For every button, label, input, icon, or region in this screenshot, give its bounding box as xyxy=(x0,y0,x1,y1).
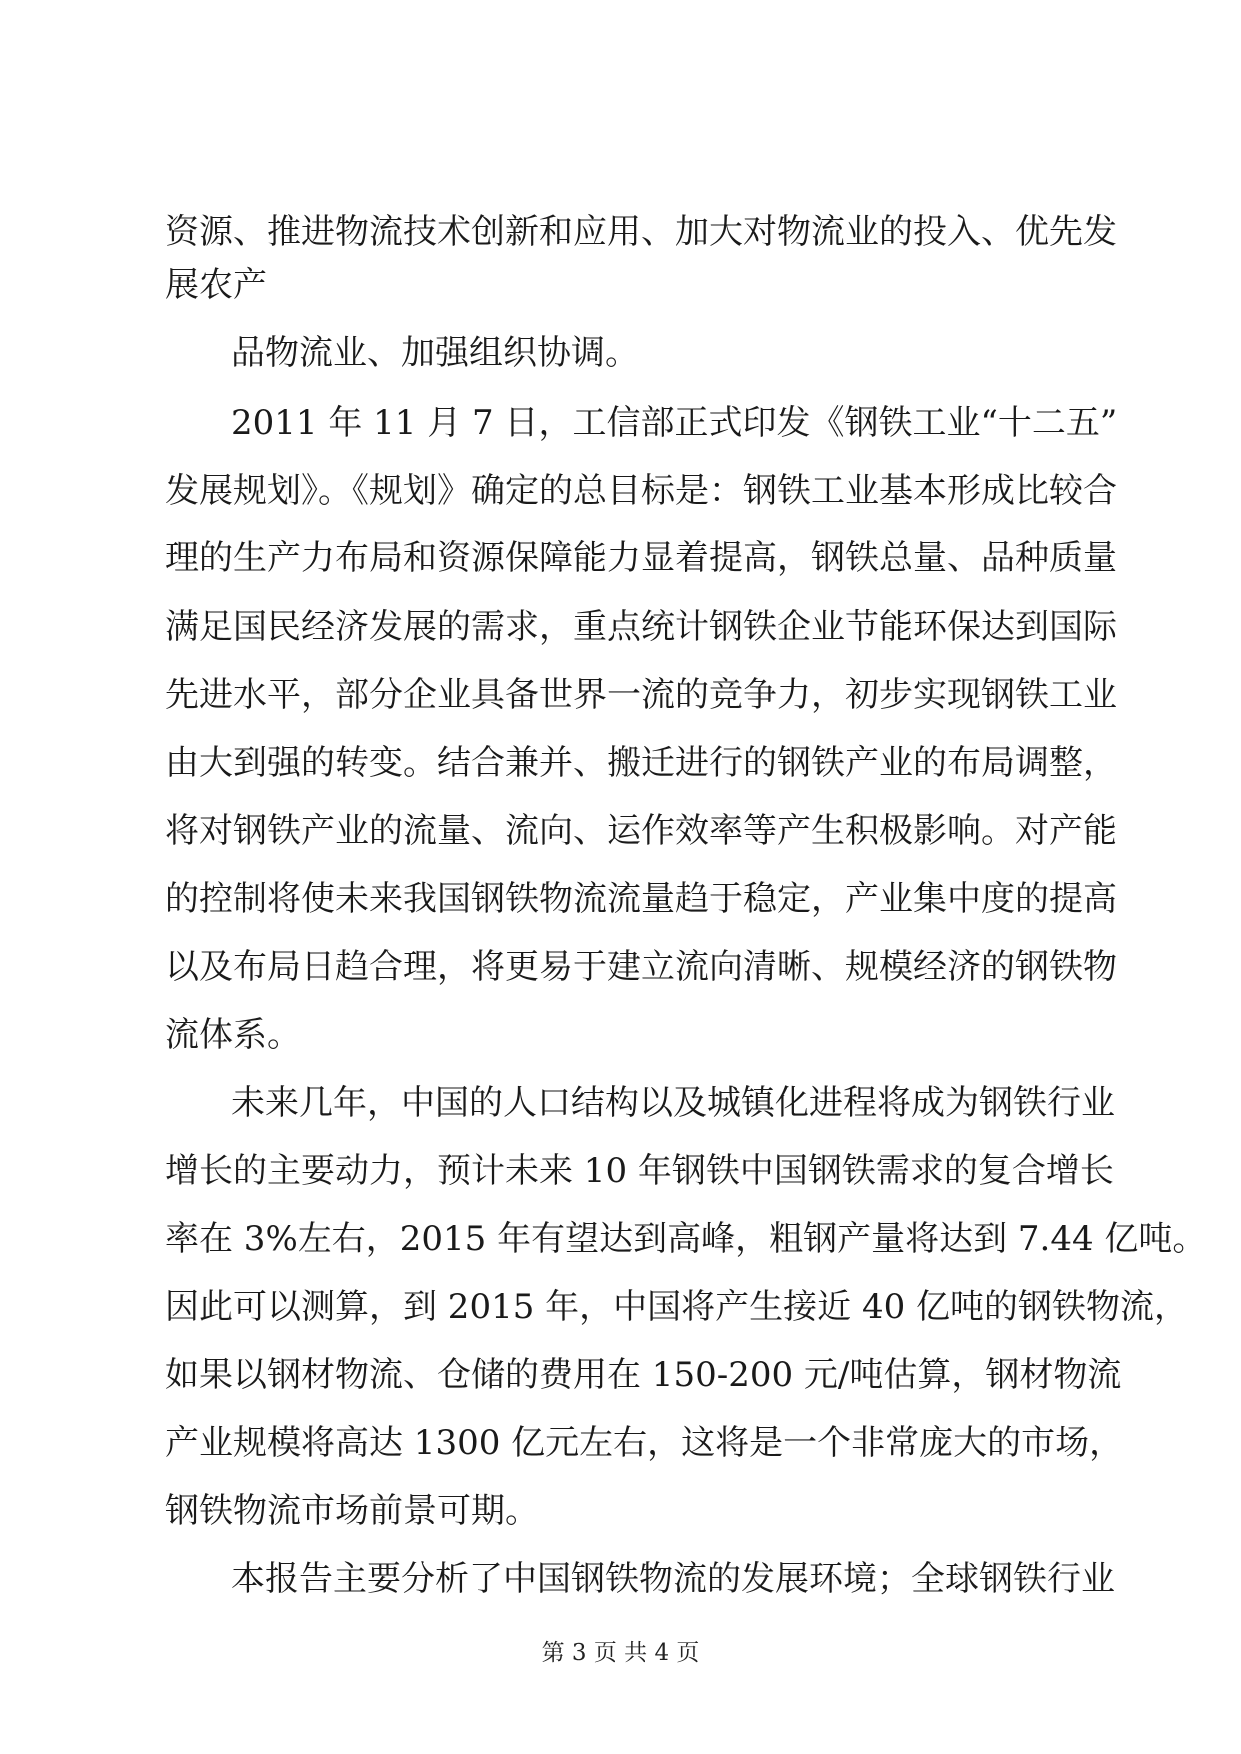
paragraph-line: 未来几年，中国的人口结构以及城镇化进程将成为钢铁行业 xyxy=(231,1083,1115,1123)
paragraph-line: 资源、推进物流技术创新和应用、加大对物流业的投入、优先发 xyxy=(165,212,1117,252)
paragraph-line: 发展规划》。《规划》确定的总目标是：钢铁工业基本形成比较合 xyxy=(165,471,1117,511)
page-footer: 第 3 页 共 4 页 xyxy=(541,1640,700,1666)
paragraph-line: 以及布局日趋合理，将更易于建立流向清晰、规模经济的钢铁物 xyxy=(165,947,1117,987)
paragraph-line: 先进水平，部分企业具备世界一流的竞争力，初步实现钢铁工业 xyxy=(165,675,1117,715)
paragraph-line: 如果以钢材物流、仓储的费用在 150-200 元/吨估算，钢材物流 xyxy=(165,1355,1122,1395)
paragraph-line: 展农产 xyxy=(165,265,267,305)
paragraph-line: 本报告主要分析了中国钢铁物流的发展环境；全球钢铁行业 xyxy=(231,1559,1115,1599)
paragraph-line: 增长的主要动力，预计未来 10 年钢铁中国钢铁需求的复合增长 xyxy=(165,1151,1114,1191)
paragraph-line: 流体系。 xyxy=(165,1015,301,1055)
paragraph-line: 满足国民经济发展的需求，重点统计钢铁企业节能环保达到国际 xyxy=(165,607,1117,647)
paragraph-line: 率在 3%左右，2015 年有望达到高峰，粗钢产量将达到 7.44 亿吨。 xyxy=(165,1219,1207,1259)
paragraph-line: 的控制将使未来我国钢铁物流流量趋于稳定，产业集中度的提高 xyxy=(165,879,1117,919)
paragraph-line: 钢铁物流市场前景可期。 xyxy=(165,1491,539,1531)
paragraph-line: 理的生产力布局和资源保障能力显着提高，钢铁总量、品种质量 xyxy=(165,538,1117,578)
paragraph-line: 因此可以测算，到 2015 年，中国将产生接近 40 亿吨的钢铁物流， xyxy=(165,1287,1189,1327)
paragraph-line: 将对钢铁产业的流量、流向、运作效率等产生积极影响。对产能 xyxy=(165,811,1117,851)
paragraph-line: 产业规模将高达 1300 亿元左右，这将是一个非常庞大的市场， xyxy=(165,1423,1124,1463)
paragraph-line: 由大到强的转变。结合兼并、搬迁进行的钢铁产业的布局调整， xyxy=(165,743,1117,783)
paragraph-line: 2011 年 11 月 7 日，工信部正式印发《钢铁工业“十二五” xyxy=(231,403,1118,443)
paragraph-line: 品物流业、加强组织协调。 xyxy=(231,333,639,373)
